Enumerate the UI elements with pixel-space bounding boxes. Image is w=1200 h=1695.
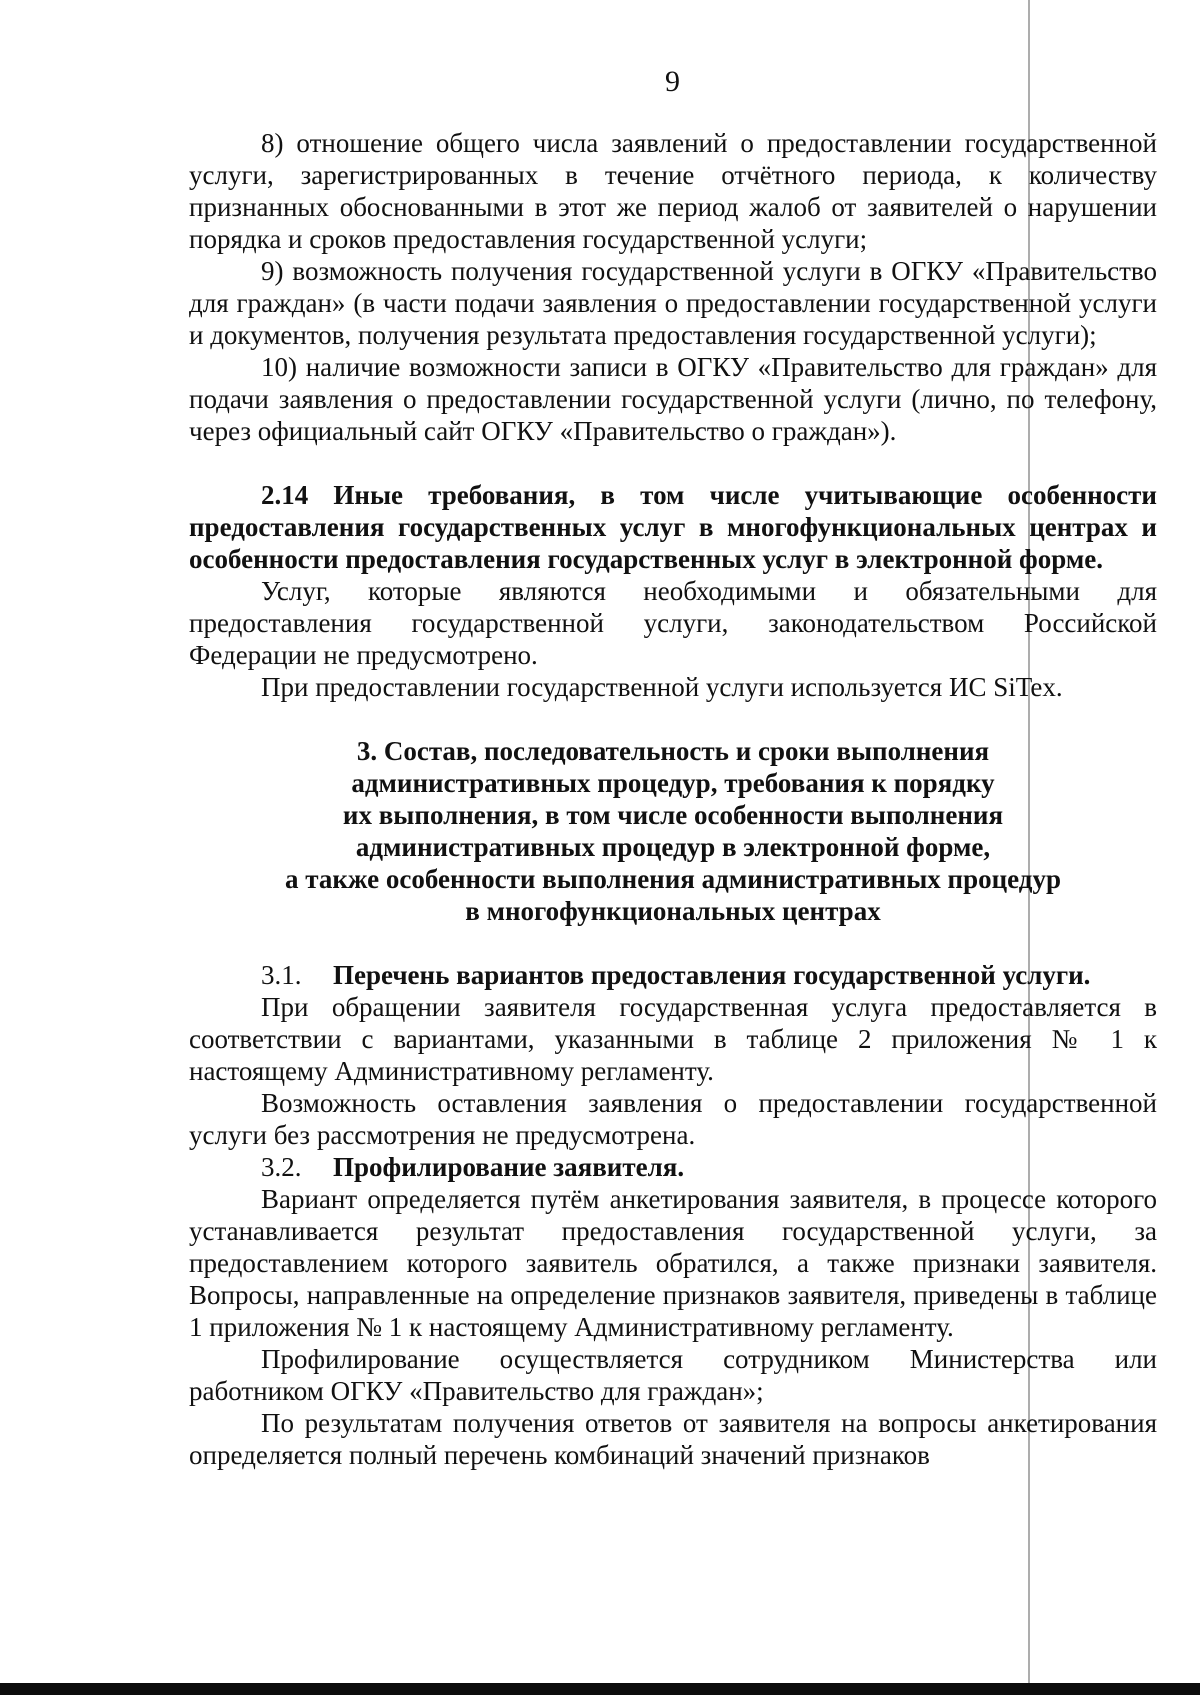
subsection-3-1-title [189, 959, 1157, 991]
subsection-3-2-title [189, 1151, 1157, 1183]
section-2-14-paragraph: При предоставлении государственной услуги используется ИС SiTex. [261, 672, 1063, 702]
subsection-3-2-paragraph: Вариант определяется путём анкетирования заявителя, в процессе которого устанавливается результат предоставления государственной услуги, за предоставлением которого заявитель обратился, а также признаки заявителя. Вопросы, направленные на определение признаков заявителя, приведены в таблице 1 приложения № 1 к настоящему Административному регламенту. [189, 1184, 1157, 1342]
subsection-3-1-paragraph: При обращении заявителя государственная услуга предоставляется в соответствии с вариантами, указанными в таблице 2 приложения № 1 к настоящему Административному регламенту. [189, 992, 1157, 1086]
heading-line: административных процедур, требования к порядку [351, 768, 995, 798]
heading-line: их выполнения, в том числе особенности выполнения [342, 800, 1004, 830]
paragraph-item-9: 9) возможность получения государственной услуги в ОГКУ «Правительство для граждан» (в части подачи заявления о предоставлении государственной услуги и документов, получения результата предоставления государственной услуги); [189, 256, 1157, 350]
section-2-14-heading: 2.14 Иные требования, в том числе учитывающие особенности предоставления государственных услуг в многофункциональных центрах и особенности предоставления государственных услуг в электронной форме. [189, 480, 1157, 574]
scan-bottom-edge [0, 1683, 1200, 1695]
document-body [189, 127, 1157, 1471]
paragraph-item-10: 10) наличие возможности записи в ОГКУ «Правительство для граждан» для подачи заявления о предоставлении государственной услуги (лично, по телефону, через официальный сайт ОГКУ «Правительство о граждан»). [189, 352, 1157, 446]
heading-line: 3. Состав, последовательность и сроки выполнения [356, 736, 990, 766]
paragraph-item-8: 8) отношение общего числа заявлений о предоставлении государственной услуги, зарегистрированных в течение отчётного периода, к количеству признанных обоснованными в этот же период жалоб от заявителей о нарушении порядка и сроков предоставления государственной услуги; [189, 128, 1157, 254]
subsection-3-1-paragraph: Возможность оставления заявления о предоставлении государственной услуги без рассмотрения не предусмотрена. [189, 1088, 1157, 1150]
spacer [189, 927, 1157, 959]
subsection-3-2-paragraph: По результатам получения ответов от заявителя на вопросы анкетирования определяется полный перечень комбинаций значений признаков [189, 1408, 1157, 1470]
section-3-heading [189, 735, 1157, 927]
subsection-title: Перечень вариантов предоставления государственной услуги. [333, 960, 1091, 990]
subsection-3-2-paragraph: Профилирование осуществляется сотрудником Министерства или работником ОГКУ «Правительство для граждан»; [189, 1344, 1157, 1406]
spacer [189, 447, 1157, 479]
section-2-14-paragraph: Услуг, которые являются необходимыми и обязательными для предоставления государственной услуги, законодательством Российской Федерации не предусмотрено. [189, 576, 1157, 670]
heading-line: административных процедур в электронной форме, [355, 832, 991, 862]
subsection-number: 3.1. [261, 960, 302, 990]
page-number: 9 [665, 65, 680, 98]
subsection-title: Профилирование заявителя. [333, 1152, 685, 1182]
spacer [189, 703, 1157, 735]
heading-line: в многофункциональных центрах [465, 896, 881, 926]
subsection-number: 3.2. [261, 1152, 302, 1182]
heading-line: а также особенности выполнения административных процедур [285, 864, 1061, 894]
